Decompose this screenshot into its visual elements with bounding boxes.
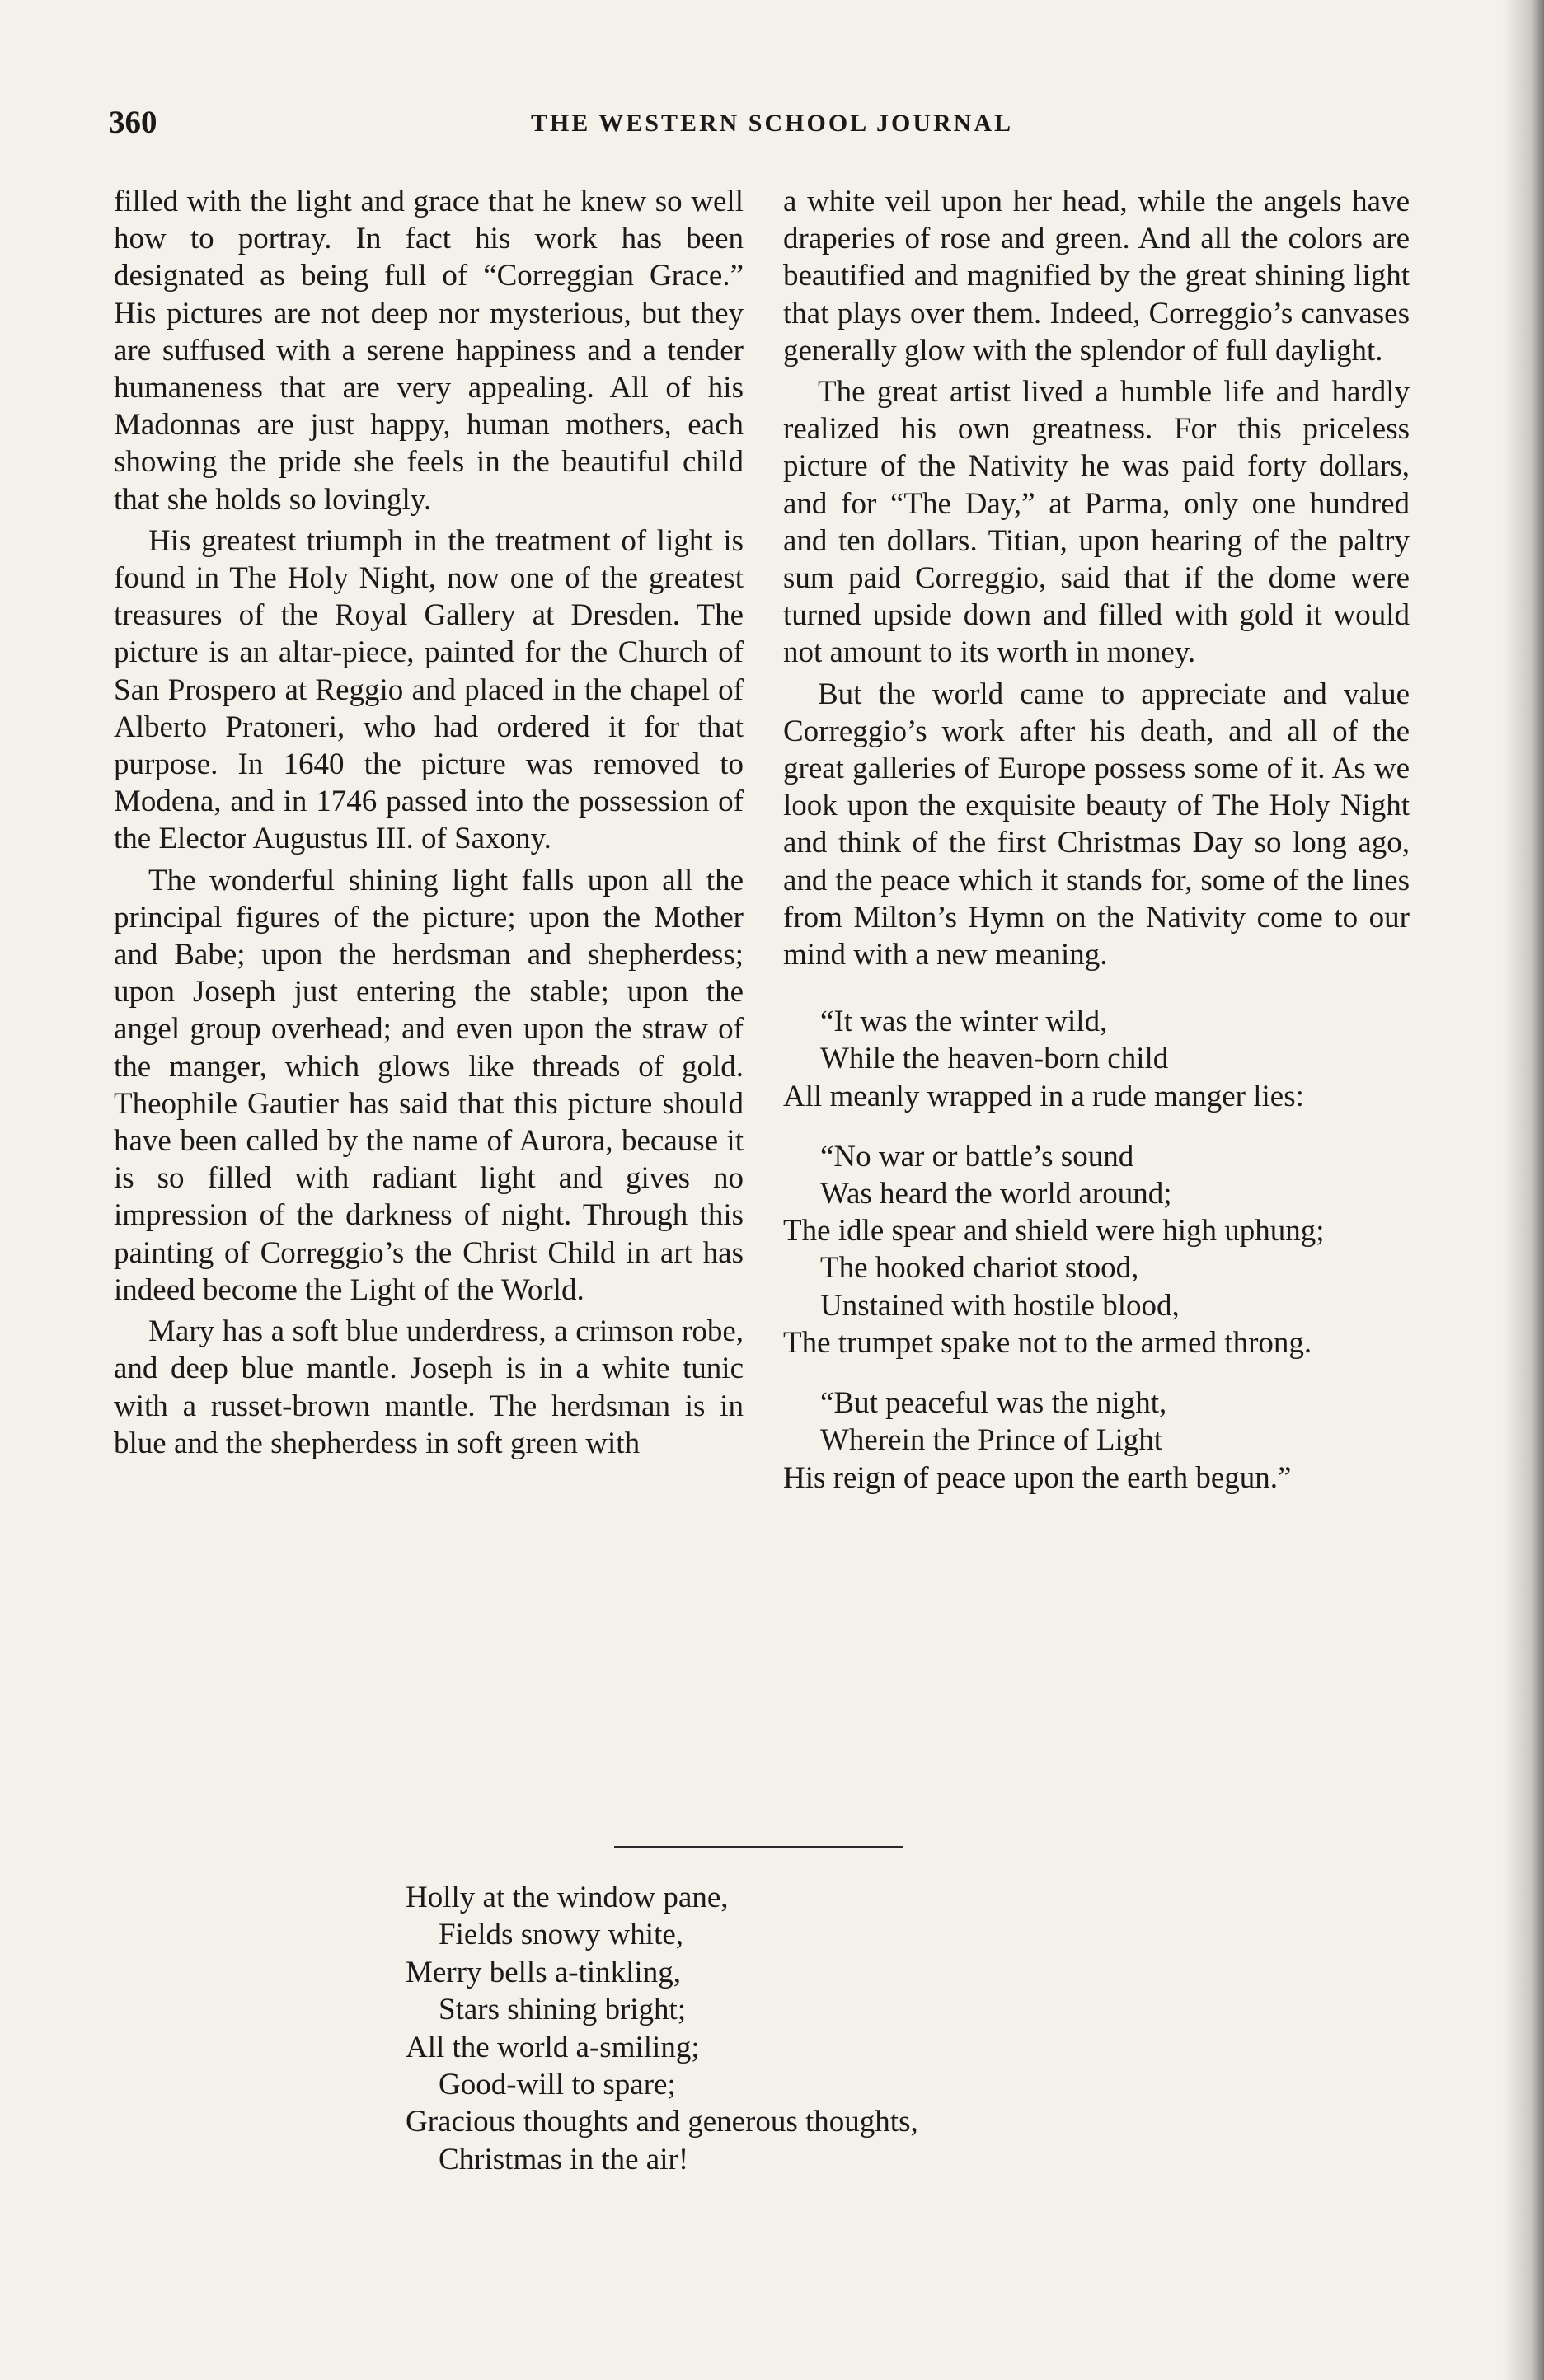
- verse-line: “No war or battle’s sound: [820, 1139, 1134, 1174]
- verse-line: Was heard the world around;: [820, 1177, 1172, 1211]
- paragraph: The wonderful shining light falls upon all the principal figures of the picture; upon the Mother and Babe; upon the herdsman and shepherdess; upon Joseph just entering the stable; upon the angel group overhead; and even upon the straw of the manger, which glows like threads of gold. Theophile Gautier has said that this picture should have been called by the name of Aurora, because it is so filled with radiant light and gives no impression of the darkness of night. Through this painting of Correggio’s the Christ Child in art has indeed become the Light of the World.: [114, 863, 744, 1307]
- verse-line: Holly at the window pane,: [406, 1881, 729, 1914]
- verse-line: Christmas in the air!: [439, 2142, 689, 2176]
- verse-line: Merry bells a-tinkling,: [406, 1955, 681, 1989]
- verse-line: His reign of peace upon the earth begun.”: [783, 1460, 1292, 1495]
- verse-line: The idle spear and shield were high uphung;: [783, 1214, 1325, 1249]
- hymn-stanza-3: [783, 1384, 1410, 1497]
- verse-line: Good-will to spare;: [439, 2068, 676, 2102]
- page-edge-shadow: [1503, 0, 1544, 2380]
- paragraph: Mary has a soft blue underdress, a crimson robe, and deep blue mantle. Joseph is in a white tunic with a russet-brown mantle. The herdsman is in blue and the shepherdess in soft green with: [114, 1314, 744, 1460]
- verse-line: Fields snowy white,: [439, 1918, 684, 1952]
- verse-line: “But peaceful was the night,: [820, 1386, 1167, 1421]
- verse-line: The trumpet spake not to the armed throng.: [783, 1325, 1312, 1360]
- hymn-stanza-2: [783, 1138, 1410, 1361]
- verse-line: Unstained with hostile blood,: [820, 1288, 1180, 1323]
- verse-line: While the heaven-born child: [820, 1042, 1169, 1076]
- paragraph: His greatest triumph in the treatment of light is found in The Holy Night, now one of the greatest treasures of the Royal Gallery at Dresden. The picture is an altar-piece, painted for the Church of San Prospero at Reggio and placed in the chapel of Alberto Pratoneri, who had ordered it for that purpose. In 1640 the picture was removed to Modena, and in 1746 passed into the possession of the Elector Augustus III. of Saxony.: [114, 523, 744, 856]
- section-divider: [614, 1846, 903, 1848]
- verse-line: All meanly wrapped in a rude manger lies:: [783, 1079, 1304, 1113]
- verse-line: “It was the winter wild,: [820, 1005, 1108, 1039]
- paragraph: a white veil upon her head, while the angels have draperies of rose and green. And all the colors are beautified and magnified by the great shining light that plays over them. Indeed, Correggio’s canvases generally glow with the splendor of full daylight.: [783, 185, 1410, 368]
- verse-line: Gracious thoughts and generous thoughts,: [406, 2105, 918, 2139]
- verse-line: Stars shining bright;: [439, 1993, 687, 2027]
- running-head: THE WESTERN SCHOOL JOURNAL: [530, 110, 1014, 137]
- paragraph: The great artist lived a humble life and hardly realized his own greatness. For this priceless picture of the Nativity he was paid forty dollars, and for “The Day,” at Parma, only one hundred and ten dollars. Titian, upon hearing of the paltry sum paid Correggio, said that if the dome were turned upside down and filled with gold it would not amount to its worth in money.: [783, 375, 1410, 670]
- paragraph: filled with the light and grace that he knew so well how to portray. In fact his work has been designated as being full of “Correggian Grace.” His pictures are not deep nor mysterious, but they are suffused with a serene happiness and a tender humaneness that are very appealing. All of his Madonnas are just happy, human mothers, each showing the pride she feels in the beautiful child that she holds so lovingly.: [114, 185, 744, 517]
- verse-line: Wherein the Prince of Light: [820, 1423, 1163, 1458]
- page-number: 360: [109, 105, 157, 140]
- right-column: [783, 183, 1410, 1497]
- verse-line: The hooked chariot stood,: [820, 1251, 1139, 1286]
- holly-poem: [406, 1879, 918, 2178]
- verse-line: All the world a-smiling;: [406, 2030, 700, 2064]
- left-column: [114, 183, 744, 1466]
- paragraph: But the world came to appreciate and value Correggio’s work after his death, and all of the great galleries of Europe possess some of it. As we look upon the exquisite beauty of The Holy Night and think of the first Christmas Day so long ago, and the peace which it stands for, some of the lines from Milton’s Hymn on the Nativity come to our mind with a new meaning.: [783, 677, 1410, 972]
- hymn-stanza-1: [783, 1003, 1410, 1115]
